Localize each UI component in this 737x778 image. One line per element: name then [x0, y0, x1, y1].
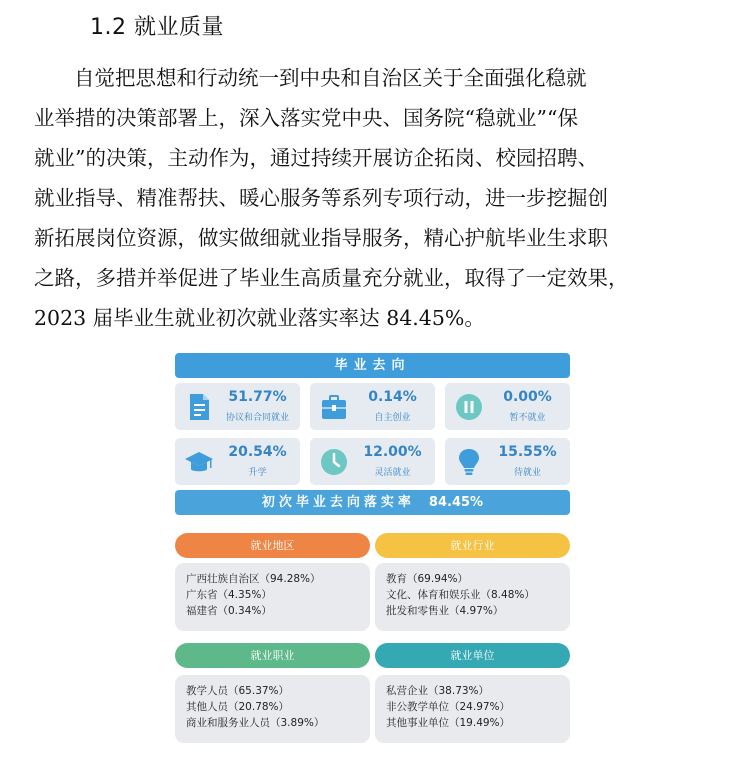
stat-card-self-employment [310, 383, 435, 430]
employer-pill: 就业单位 [375, 643, 570, 668]
stat-card-further-study [175, 438, 300, 485]
clock-icon [318, 446, 350, 478]
paragraph-line: 就业”的决策，主动作为，通过持续开展访企拓岗、校园招聘、 [34, 146, 598, 170]
industry-panel [375, 563, 570, 631]
occupation-panel [175, 675, 370, 743]
stat-value: 20.54% [228, 444, 287, 460]
region-panel [175, 563, 370, 631]
list-item: 广西壮族自治区（94.28%） [186, 573, 321, 585]
stat-card-contract-employment [175, 383, 300, 430]
industry-pill: 就业行业 [375, 533, 570, 558]
list-item: 教学人员（65.37%） [186, 685, 290, 697]
paragraph-line: 就业指导、精准帮扶、暖心服务等系列专项行动，进一步挖掘创 [34, 186, 608, 210]
list-item: 文化、体育和娱乐业（8.48%） [386, 589, 535, 601]
stat-label: 灵活就业 [374, 468, 411, 478]
stat-card-not-employed-temporarily [445, 383, 570, 430]
stat-label: 升学 [248, 468, 267, 478]
graduation-cap-icon [183, 446, 215, 478]
pause-icon [453, 391, 485, 423]
stat-card-flexible-employment [310, 438, 435, 485]
list-item: 教育（69.94%） [386, 573, 469, 585]
stat-value: 0.00% [503, 389, 552, 405]
list-item: 非公教学单位（24.97%） [386, 701, 511, 713]
body-paragraph [34, 58, 714, 338]
stat-value: 51.77% [228, 389, 287, 405]
stat-value: 0.14% [368, 389, 417, 405]
paragraph-line: 自觉把思想和行动统一到中央和自治区关于全面强化稳就 [74, 66, 587, 90]
summary-label: 初次毕业去向落实率 [261, 495, 415, 510]
section-heading: 1.2 就业质量 [90, 15, 224, 40]
employer-panel [375, 675, 570, 743]
list-item: 其他事业单位（19.49%） [386, 717, 511, 729]
list-item: 其他人员（20.78%） [186, 701, 290, 713]
paragraph-line: 之路，多措并举促进了毕业生高质量充分就业，取得了一定效果， [34, 266, 629, 290]
paragraph-line: 新拓展岗位资源，做实做细就业指导服务，精心护航毕业生求职 [34, 226, 608, 250]
paragraph-line: 业举措的决策部署上，深入落实党中央、国务院“稳就业”“保 [34, 106, 578, 130]
list-item: 广东省（4.35%） [186, 589, 272, 601]
briefcase-icon [318, 391, 350, 423]
list-item: 批发和零售业（4.97%） [386, 605, 504, 617]
paragraph-line: 2023 届毕业生就业初次就业落实率达 84.45%。 [34, 306, 485, 330]
summary-value: 84.45% [428, 495, 484, 510]
stat-value: 12.00% [363, 444, 422, 460]
lightbulb-icon [453, 446, 485, 478]
list-item: 商业和服务业人员（3.89%） [186, 717, 325, 729]
stat-card-awaiting-employment [445, 438, 570, 485]
occupation-pill: 就业职业 [175, 643, 370, 668]
list-item: 福建省（0.34%） [186, 605, 272, 617]
region-pill: 就业地区 [175, 533, 370, 558]
document-icon [183, 391, 215, 423]
stat-value: 15.55% [498, 444, 557, 460]
stat-label: 自主创业 [374, 413, 411, 423]
stat-label: 暂不就业 [509, 413, 546, 423]
stat-label: 待就业 [513, 468, 541, 478]
initial-placement-rate-bar [175, 490, 570, 515]
list-item: 私营企业（38.73%） [386, 685, 490, 697]
destination-banner: 毕业去向 [175, 353, 570, 378]
stat-label: 协议和合同就业 [225, 413, 289, 423]
